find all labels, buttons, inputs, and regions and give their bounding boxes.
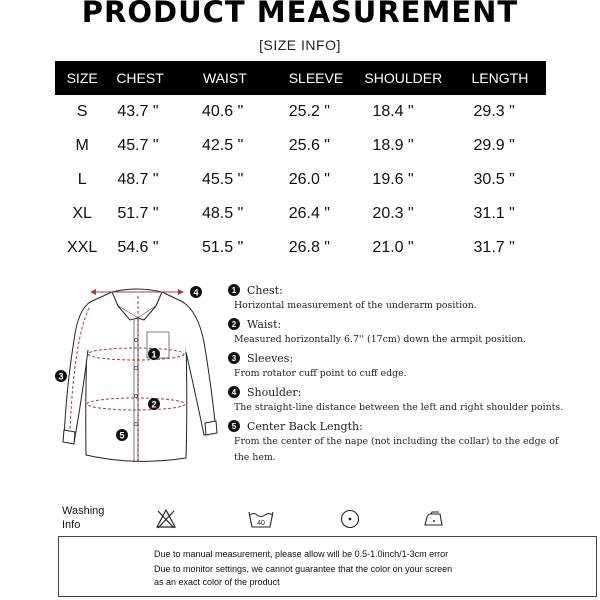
- tumble-dry-icon: [340, 509, 360, 529]
- header-shoulder: SHOULDER: [364, 61, 466, 95]
- cell-sleeve: 26.4 ": [288, 205, 330, 222]
- legend-title: Sleeves:: [247, 351, 294, 365]
- shirt-button: [134, 422, 137, 425]
- cell-chest: 48.7 ": [117, 171, 159, 188]
- marker-1-label: 1: [151, 349, 157, 360]
- cell-shoulder: 21.0 ": [372, 239, 414, 256]
- note-line-2: Due to monitor settings, we cannot guarantee that the color on your screen: [154, 564, 453, 574]
- cell-waist: 42.5 ": [201, 137, 244, 154]
- header-chest: CHEST: [109, 61, 200, 95]
- cell-shoulder: 18.9 ": [372, 137, 414, 154]
- legend-number: 1: [228, 284, 240, 296]
- legend-number: 3: [228, 352, 240, 364]
- size-table-header: [55, 61, 546, 95]
- page-subtitle: [SIZE INFO]: [259, 37, 341, 53]
- shirt-right-sleeve: [183, 302, 216, 435]
- washing-info-label: [62, 504, 104, 532]
- cell-waist: 45.5 ": [201, 171, 244, 188]
- legend-description: From rotator cuff point to cuff edge.: [234, 368, 407, 379]
- cell-size: XXL: [67, 239, 98, 256]
- table-row: [55, 163, 546, 197]
- table-row: [55, 231, 546, 265]
- marker-5-label: 5: [119, 430, 125, 441]
- legend-item-waist: [228, 316, 600, 348]
- size-table: [55, 61, 546, 265]
- header-sleeve: SLEEVE: [283, 61, 365, 95]
- legend-description: From the center of the nape (not including the collar) to the edge of: [234, 436, 559, 447]
- shoulder-arrow-left: [90, 289, 96, 295]
- cell-chest: 51.7 ": [117, 205, 159, 222]
- legend-number: 2: [228, 318, 240, 330]
- shirt-button: [134, 366, 137, 369]
- shirt-right-cuff: [205, 421, 217, 435]
- legend-description: The straight-line distance between the left and right shoulder points.: [234, 402, 564, 413]
- cell-shoulder: 20.3 ": [372, 205, 414, 222]
- cell-size: XL: [72, 205, 92, 222]
- legend-description: Measured horizontally 6.7'' (17cm) down the armpit position.: [234, 334, 527, 345]
- shirt-button: [134, 394, 137, 397]
- cell-size: S: [76, 103, 88, 120]
- cell-waist: 40.6 ": [201, 103, 244, 120]
- wash-temp: 40: [257, 520, 265, 527]
- iron-low-icon: [423, 511, 445, 527]
- legend-title: Chest:: [247, 283, 283, 297]
- cell-shoulder: 19.6 ": [372, 171, 414, 188]
- notes-box: [58, 536, 597, 597]
- header-size: SIZE: [55, 61, 109, 95]
- marker-2-label: 2: [151, 399, 157, 410]
- legend-title: Shoulder:: [247, 385, 302, 399]
- cell-sleeve: 26.0 ": [288, 171, 330, 188]
- cell-waist: 51.5 ": [201, 239, 244, 256]
- legend-item-sleeves: [228, 350, 600, 382]
- cell-chest: 45.7 ": [117, 137, 159, 154]
- legend-title: Waist:: [247, 317, 282, 331]
- legend-number: 4: [228, 386, 240, 398]
- header-waist: WAIST: [200, 61, 283, 95]
- marker-4-label: 4: [193, 287, 199, 298]
- legend-description: Horizontal measurement of the underarm position.: [234, 300, 477, 311]
- legend-item-chest: [228, 282, 600, 314]
- legend-item-shoulder: [228, 384, 600, 416]
- cell-shoulder: 18.4 ": [372, 103, 414, 120]
- shirt-left-cuff: [63, 430, 75, 444]
- shirt-diagram: [52, 280, 228, 480]
- marker-3-label: 3: [58, 371, 64, 382]
- cell-waist: 48.5 ": [201, 205, 244, 222]
- cell-length: 30.5 ": [473, 171, 515, 188]
- cell-sleeve: 26.8 ": [288, 239, 330, 256]
- cell-length: 29.9 ": [473, 137, 515, 154]
- wash-40-icon: [248, 509, 274, 529]
- cell-size: L: [77, 171, 87, 188]
- cell-size: M: [75, 137, 89, 154]
- cell-sleeve: 25.6 ": [288, 137, 330, 154]
- table-row: [55, 197, 546, 231]
- washing-label-line1: Washing: [62, 505, 105, 517]
- legend-number: 5: [228, 420, 240, 432]
- cell-sleeve: 25.2 ": [288, 103, 330, 120]
- note-line-1: Due to manual measurement, please allow will be 0.5-1.0inch/1-3cm error: [154, 549, 449, 559]
- do-not-bleach-icon: [155, 508, 177, 530]
- table-row: [55, 129, 546, 163]
- measurement-legend: [228, 282, 600, 466]
- washing-label-line2: Info: [62, 519, 81, 531]
- cell-length: 31.7 ": [473, 239, 515, 256]
- legend-title: Center Back Length:: [247, 419, 363, 433]
- note-line-3: as an exact color of the product: [154, 577, 280, 587]
- cell-chest: 54.6 ": [117, 239, 159, 256]
- cell-length: 31.1 ": [473, 205, 515, 222]
- header-length: LENGTH: [467, 61, 546, 95]
- shoulder-arrow-right: [178, 289, 184, 295]
- shirt-button: [134, 338, 137, 341]
- legend-item-center-back-length: [228, 418, 600, 466]
- page-title: PRODUCT MEASUREMENT: [81, 0, 519, 29]
- table-row: [55, 95, 546, 129]
- cell-length: 29.3 ": [473, 103, 515, 120]
- legend-description-cont: the hem.: [234, 452, 276, 463]
- cell-chest: 43.7 ": [117, 103, 159, 120]
